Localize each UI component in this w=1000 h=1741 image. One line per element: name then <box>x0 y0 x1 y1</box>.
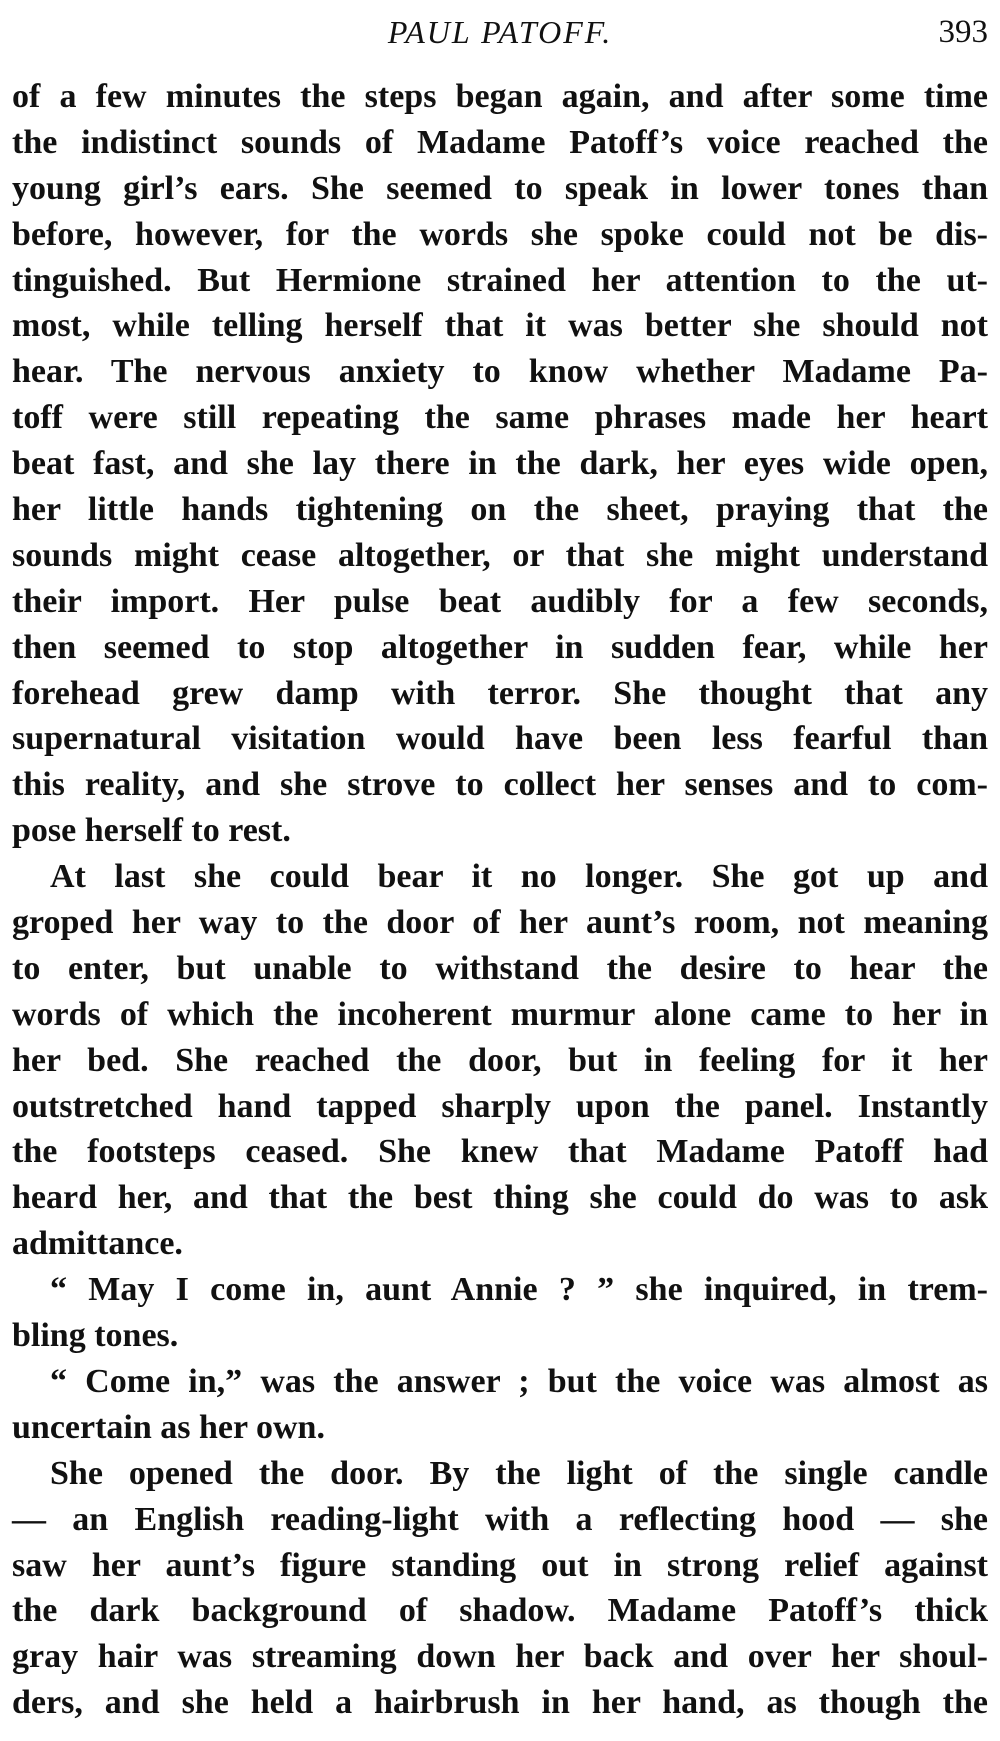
text-line: She opened the door. By the light of the single candle <box>50 1454 988 1492</box>
text-line: admittance. <box>12 1225 183 1263</box>
text-line: this reality, and she strove to collect her senses and to com- <box>12 766 988 804</box>
text-line: pose herself to rest. <box>12 812 291 850</box>
text-line: of a few minutes the steps began again, and after some time <box>12 78 988 115</box>
running-header <box>12 8 988 56</box>
text-line: her little hands tightening on the sheet, praying that the <box>12 491 988 529</box>
text-line: saw her aunt’s figure standing out in strong relief against <box>12 1546 988 1584</box>
text-line: words of which the incoherent murmur alone came to her in <box>12 995 988 1033</box>
text-line: the indistinct sounds of Madame Patoff’s voice reached the <box>12 123 988 161</box>
text-line: At last she could bear it no longer. She got up and <box>50 858 988 896</box>
text-line: most, while telling herself that it was better she should not <box>12 307 988 345</box>
text-line: young girl’s ears. She seemed to speak in lower tones than <box>12 169 988 207</box>
text-line: hear. The nervous anxiety to know whether Madame Pa- <box>12 353 988 391</box>
text-line: sounds might cease altogether, or that she might understand <box>12 536 988 574</box>
text-line: the footsteps ceased. She knew that Madame Patoff had <box>12 1133 988 1171</box>
text-line: then seemed to stop altogether in sudden fear, while her <box>12 628 988 666</box>
text-line: the dark background of shadow. Madame Patoff’s thick <box>12 1592 988 1630</box>
text-line: forehead grew damp with terror. She thought that any <box>12 674 988 712</box>
text-line: — an English reading-light with a reflecting hood — she <box>12 1500 988 1538</box>
text-line: to enter, but unable to withstand the desire to hear the <box>12 949 988 987</box>
text-line: “ Come in,” was the answer ; but the voice was almost as <box>50 1362 988 1400</box>
text-line: their import. Her pulse beat audibly for a few seconds, <box>12 582 988 620</box>
text-line: her bed. She reached the door, but in feeling for it her <box>12 1041 988 1079</box>
text-line: tinguished. But Hermione strained her attention to the ut- <box>12 261 988 299</box>
text-line: heard her, and that the best thing she could do was to ask <box>12 1179 988 1217</box>
text-line: ders, and she held a hairbrush in her hand, as though the <box>12 1684 988 1722</box>
text-line: supernatural visitation would have been less fearful than <box>12 720 988 758</box>
page-number: 393 <box>938 14 988 50</box>
text-line: “ May I come in, aunt Annie ? ” she inquired, in trem- <box>50 1271 988 1309</box>
text-line: bling tones. <box>12 1317 179 1355</box>
text-line: outstretched hand tapped sharply upon the panel. Instantly <box>12 1087 988 1125</box>
text-line: gray hair was streaming down her back and over her shoul- <box>12 1638 988 1676</box>
running-title: PAUL PATOFF. <box>387 14 613 50</box>
text-line: uncertain as her own. <box>12 1408 325 1446</box>
text-line: groped her way to the door of her aunt’s room, not meaning <box>12 904 988 942</box>
text-line: before, however, for the words she spoke could not be dis- <box>12 215 988 253</box>
text-line: toff were still repeating the same phrases made her heart <box>12 399 988 437</box>
text-line: beat fast, and she lay there in the dark, her eyes wide open, <box>12 445 988 483</box>
body-text <box>12 74 988 1726</box>
